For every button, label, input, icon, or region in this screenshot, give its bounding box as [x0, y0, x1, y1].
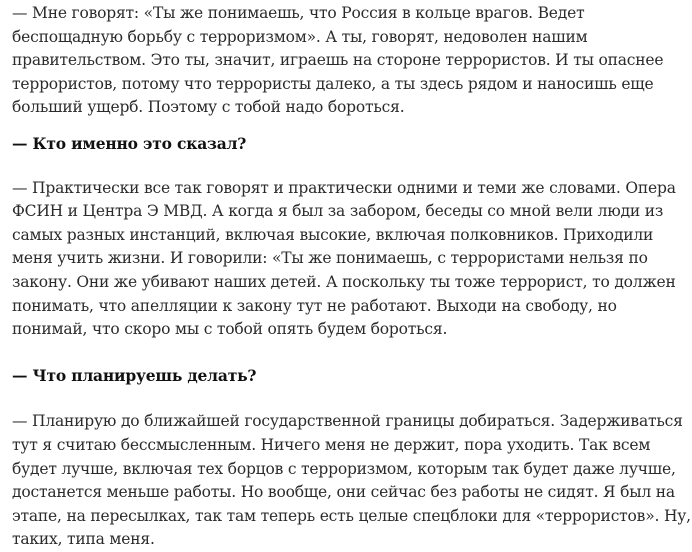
text-line: — Планирую до ближайшей государственной границы добираться. Задерживаться — [12, 412, 683, 431]
text-line: беспощадную борьбу с терроризмом». А ты, говорят, недоволен нашим — [12, 27, 588, 46]
answer-paragraph-3 — [12, 410, 691, 552]
answer-paragraph-1 — [12, 2, 684, 120]
text-line: понимать, что апелляции к закону тут не работают. Выходи на свободу, но — [12, 296, 617, 315]
text-line: будет лучше, включая тех борцов с терроризмом, которым так будет даже лучше, — [12, 459, 676, 478]
text-line: ФСИН и Центра Э МВД. А когда я был за забором, беседы со мной вели люди из — [12, 202, 664, 221]
question-text: — Кто именно это сказал? — [12, 133, 247, 153]
answer-paragraph-2 — [12, 177, 684, 342]
text-line: — Практически все так говорят и практически одними и теми же словами. Опера — [12, 178, 676, 197]
text-line: больший ущерб. Поэтому с тобой надо бороться. — [12, 98, 405, 117]
text-line: достанется меньше работы. Но вообще, они сейчас без работы не сидят. Я был на — [12, 483, 675, 502]
text-line: закону. Они же убивают наших детей. А поскольку ты тоже террорист, то должен — [12, 272, 676, 291]
text-line: самых разных инстанций, включая высокие, включая полковников. Приходили — [12, 225, 654, 244]
text-line: правительством. Это ты, значит, играешь на стороне террористов. И ты опаснее — [12, 51, 664, 70]
article-body — [12, 2, 691, 552]
text-line: террористов, потому что террористы далеко, а ты здесь рядом и наносишь еще — [12, 74, 654, 93]
text-line: этапе, на пересылках, так там теперь есть целые спецблоки для «террористов». Ну, — [12, 506, 691, 525]
text-line: понимай, что скоро мы с тобой опять будем бороться. — [12, 320, 448, 339]
interview-question-2 — [12, 364, 684, 388]
text-line: таких, типа меня. — [12, 530, 155, 549]
text-line: — Мне говорят: «Ты же понимаешь, что Россия в кольце врагов. Ведет — [12, 4, 585, 22]
question-text: — Что планируешь делать? — [12, 365, 257, 385]
text-line: меня учить жизни. И говорили: «Ты же понимаешь, с террористами нельзя по — [12, 249, 648, 268]
interview-question-1 — [12, 132, 684, 156]
text-line: тут я считаю бессмысленным. Ничего меня не держит, пора уходить. Так всем — [12, 435, 651, 454]
